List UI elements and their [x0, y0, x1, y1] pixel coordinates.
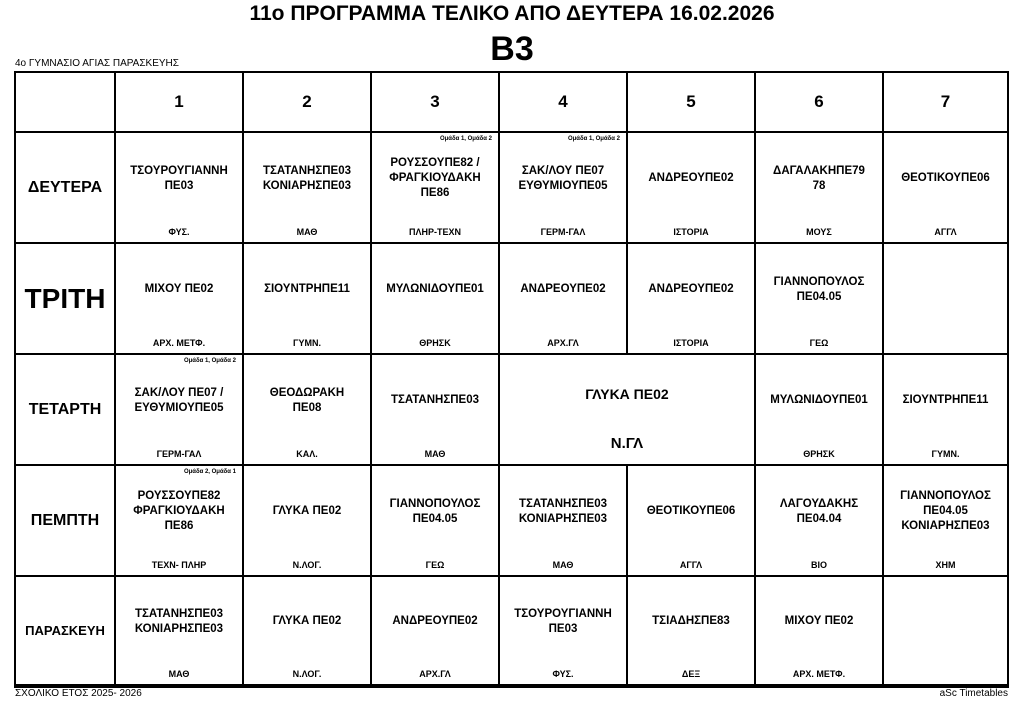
- subject-name: ΑΓΓΛ: [679, 560, 703, 570]
- school-name: 4ο ΓΥΜΝΑΣΙΟ ΑΓΙΑΣ ΠΑΡΑΣΚΕΥΗΣ: [15, 58, 179, 69]
- subject-name: ΓΕΩ: [809, 338, 829, 348]
- teacher-name: ΓΛΥΚΑ ΠΕ02: [272, 615, 342, 627]
- lesson-cell: [116, 577, 244, 686]
- day-label: ΠΕΜΠΤΗ: [16, 466, 116, 577]
- period-header: 6: [756, 73, 884, 133]
- group-label: Ομάδα 1, Ομάδα 2: [183, 358, 236, 364]
- teacher-name: ΘΕΟΤΙΚΟΥΠΕ06: [646, 505, 736, 517]
- lesson-cell: [756, 133, 884, 244]
- lesson-cell: [756, 244, 884, 355]
- lesson-cell: [628, 244, 756, 355]
- group-label: Ομάδα 1, Ομάδα 2: [567, 136, 620, 142]
- teacher-name: ΡΟΥΣΣΟΥΠΕ82 ΦΡΑΓΚΙΟΥΔΑΚΗ ΠΕ86: [133, 490, 225, 532]
- lesson-cell: [884, 244, 1009, 355]
- lesson-cell: [756, 466, 884, 577]
- teacher-name: ΣΑΚ/ΛΟΥ ΠΕ07 / ΕΥΘΥΜΙΟΥΠΕ05: [134, 386, 224, 414]
- corner-cell: [16, 73, 116, 133]
- lesson-cell: [884, 133, 1009, 244]
- group-label: Ομάδα 2, Ομάδα 1: [183, 469, 236, 475]
- lesson-cell: [500, 466, 628, 577]
- lesson-cell: [500, 577, 628, 686]
- day-label: ΔΕΥΤΕΡΑ: [16, 133, 116, 244]
- subject-name: ΓΥΜΝ.: [931, 449, 960, 459]
- teacher-name: ΔΑΓΑΛΑΚΗΠΕ79 78: [773, 164, 865, 192]
- subject-name: ΓΕΡΜ-ΓΑΛ: [156, 449, 202, 459]
- lesson-cell: [116, 466, 244, 577]
- teacher-name: ΤΣΟΥΡΟΥΓΙΑΝΝΗ ΠΕ03: [514, 607, 612, 635]
- subject-name: ΒΙΟ: [810, 560, 827, 570]
- teacher-name: ΣΙΟΥΝΤΡΗΠΕ11: [264, 283, 350, 295]
- period-header: 1: [116, 73, 244, 133]
- subject-name: ΘΡΗΣΚ: [419, 338, 451, 348]
- lesson-cell: [628, 133, 756, 244]
- teacher-name: ΜΙΧΟΥ ΠΕ02: [144, 283, 214, 295]
- subject-name: ΤΕΧΝ- ΠΛΗΡ: [151, 560, 207, 570]
- lesson-cell: [116, 244, 244, 355]
- period-header: 2: [244, 73, 372, 133]
- subject-name: Ν.ΛΟΓ.: [292, 560, 322, 570]
- teacher-name: ΜΥΛΩΝΙΔΟΥΠΕ01: [386, 283, 484, 295]
- teacher-name: ΓΙΑΝΝΟΠΟΥΛΟΣ ΠΕ04.05 ΚΟΝΙΑΡΗΣΠΕ03: [900, 490, 991, 532]
- teacher-name: ΤΣΑΤΑΝΗΣΠΕ03 ΚΟΝΙΑΡΗΣΠΕ03: [518, 497, 608, 525]
- lesson-cell: [756, 577, 884, 686]
- teacher-name: ΜΥΛΩΝΙΔΟΥΠΕ01: [770, 394, 868, 406]
- teacher-name: ΑΝΔΡΕΟΥΠΕ02: [648, 283, 734, 295]
- lesson-cell: [884, 466, 1009, 577]
- subject-name: ΜΟΥΣ: [806, 227, 832, 237]
- subject-name: ΑΡΧ. ΜΕΤΦ.: [792, 669, 846, 679]
- lesson-cell: [372, 466, 500, 577]
- subject-name: ΙΣΤΟΡΙΑ: [673, 338, 709, 348]
- subject-name: ΑΡΧ. ΜΕΤΦ.: [152, 338, 206, 348]
- lesson-cell: [372, 244, 500, 355]
- subject-name: ΦΥΣ.: [552, 669, 574, 679]
- subject-name: ΑΡΧ.ΓΛ: [547, 338, 579, 348]
- lesson-cell: [372, 577, 500, 686]
- lesson-cell: [372, 133, 500, 244]
- subject-name: ΜΑΘ: [552, 560, 574, 570]
- subject-name: ΓΥΜΝ.: [293, 338, 321, 348]
- teacher-name: ΤΣΑΤΑΝΗΣΠΕ03 ΚΟΝΙΑΡΗΣΠΕ03: [262, 164, 352, 192]
- lesson-cell: [756, 355, 884, 466]
- teacher-name: ΤΣΑΤΑΝΗΣΠΕ03: [390, 394, 480, 406]
- period-header: 4: [500, 73, 628, 133]
- lesson-cell: [244, 577, 372, 686]
- teacher-name: ΤΣΟΥΡΟΥΓΙΑΝΝΗ ΠΕ03: [130, 164, 228, 192]
- page-title: 11ο ΠΡΟΓΡΑΜΜΑ ΤΕΛΙΚΟ ΑΠΟ ΔΕΥΤΕΡΑ 16.02.2026: [249, 2, 775, 25]
- lesson-cell: [500, 133, 628, 244]
- teacher-name: ΜΙΧΟΥ ΠΕ02: [784, 615, 854, 627]
- teacher-name: ΓΛΥΚΑ ΠΕ02: [272, 505, 342, 517]
- software-credit: aSc Timetables: [939, 688, 1008, 699]
- subject-name: ΠΛΗΡ-ΤΕΧΝ: [408, 227, 461, 237]
- subject-name: ΓΕΡΜ-ΓΑΛ: [540, 227, 586, 237]
- group-label: Ομάδα 1, Ομάδα 2: [439, 136, 492, 142]
- teacher-name: ΣΑΚ/ΛΟΥ ΠΕ07 ΕΥΘΥΜΙΟΥΠΕ05: [518, 164, 608, 192]
- lesson-cell: [244, 244, 372, 355]
- subject-name: ΦΥΣ.: [168, 227, 190, 237]
- lesson-cell: [884, 577, 1009, 686]
- lesson-cell: [372, 355, 500, 466]
- teacher-name: ΑΝΔΡΕΟΥΠΕ02: [520, 283, 606, 295]
- teacher-name: ΛΑΓΟΥΔΑΚΗΣ ΠΕ04.04: [779, 497, 859, 525]
- lesson-cell: [244, 133, 372, 244]
- lesson-cell: [500, 355, 756, 466]
- subject-name: ΑΓΓΛ: [934, 227, 957, 237]
- teacher-name: [887, 244, 1004, 335]
- lesson-cell: [244, 466, 372, 577]
- lesson-cell: [628, 466, 756, 577]
- class-name: Β3: [490, 30, 534, 68]
- lesson-cell: [628, 577, 756, 686]
- period-header: 5: [628, 73, 756, 133]
- subject-name: ΘΡΗΣΚ: [803, 449, 835, 459]
- period-header: 7: [884, 73, 1009, 133]
- teacher-name: ΑΝΔΡΕΟΥΠΕ02: [392, 615, 478, 627]
- timetable-grid: [14, 71, 1009, 688]
- day-label: ΤΕΤΑΡΤΗ: [16, 355, 116, 466]
- teacher-name: ΡΟΥΣΣΟΥΠΕ82 / ΦΡΑΓΚΙΟΥΔΑΚΗ ΠΕ86: [389, 157, 481, 199]
- teacher-name: ΑΝΔΡΕΟΥΠΕ02: [648, 172, 734, 184]
- lesson-cell: [244, 355, 372, 466]
- teacher-name: ΘΕΟΔΩΡΑΚΗ ΠΕ08: [269, 386, 345, 414]
- subject-name: ΔΕΞ: [681, 669, 701, 679]
- teacher-name: [887, 577, 1004, 666]
- lesson-cell: [884, 355, 1009, 466]
- teacher-name: ΤΣΙΑΔΗΣΠΕ83: [652, 615, 730, 627]
- subject-name: ΓΕΩ: [425, 560, 445, 570]
- lesson-cell: [500, 244, 628, 355]
- lesson-cell: [116, 355, 244, 466]
- subject-name: ΑΡΧ.ΓΛ: [419, 669, 451, 679]
- teacher-name: ΘΕΟΤΙΚΟΥΠΕ06: [901, 172, 990, 184]
- lesson-cell: [116, 133, 244, 244]
- subject-name: ΧΗΜ: [935, 560, 956, 570]
- subject-name: ΚΑΛ.: [296, 449, 318, 459]
- subject-name: ΙΣΤΟΡΙΑ: [673, 227, 709, 237]
- subject-name: ΜΑΘ: [296, 227, 318, 237]
- day-label: ΤΡΙΤΗ: [16, 244, 116, 355]
- teacher-name: ΓΙΑΝΝΟΠΟΥΛΟΣ ΠΕ04.05: [389, 497, 481, 525]
- teacher-name: ΤΣΑΤΑΝΗΣΠΕ03 ΚΟΝΙΑΡΗΣΠΕ03: [134, 607, 224, 635]
- teacher-name: ΓΛΥΚΑ ΠΕ02: [585, 386, 669, 402]
- subject-name: Ν.ΓΛ: [610, 435, 644, 452]
- teacher-name: ΣΙΟΥΝΤΡΗΠΕ11: [902, 394, 989, 406]
- school-year: ΣΧΟΛΙΚΟ ΕΤΟΣ 2025- 2026: [15, 688, 142, 699]
- subject-name: ΜΑΘ: [168, 669, 190, 679]
- day-label: ΠΑΡΑΣΚΕΥΗ: [16, 577, 116, 686]
- period-header: 3: [372, 73, 500, 133]
- subject-name: Ν.ΛΟΓ.: [292, 669, 322, 679]
- teacher-name: ΓΙΑΝΝΟΠΟΥΛΟΣ ΠΕ04.05: [773, 275, 865, 303]
- subject-name: ΜΑΘ: [424, 449, 446, 459]
